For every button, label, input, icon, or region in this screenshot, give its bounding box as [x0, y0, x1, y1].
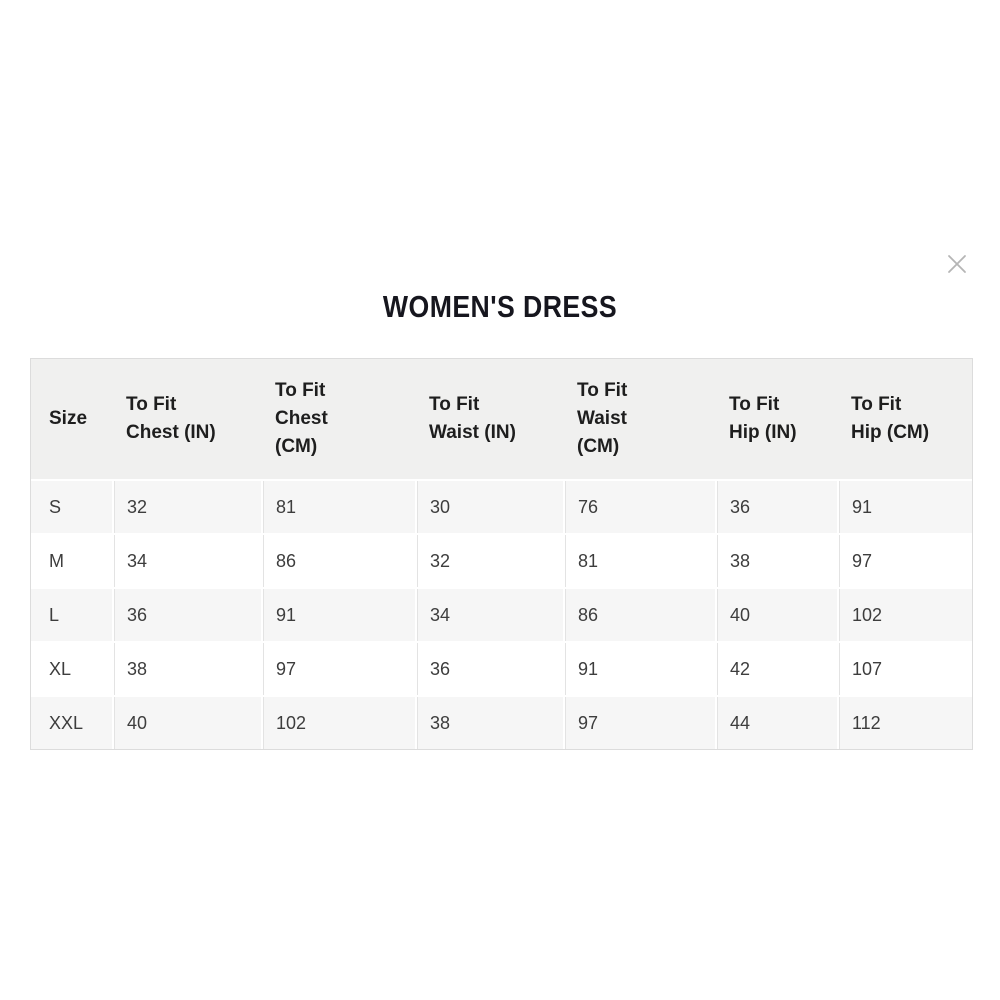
- column-header: To Fit Waist (CM): [563, 359, 715, 479]
- measurement-cell: 34: [415, 587, 563, 641]
- measurement-cell: 32: [415, 533, 563, 587]
- measurement-cell: 86: [261, 533, 415, 587]
- measurement-cell: 102: [837, 587, 972, 641]
- table-row: [31, 479, 972, 533]
- measurement-cell: 32: [112, 479, 261, 533]
- measurement-cell: 36: [415, 641, 563, 695]
- measurement-cell: 91: [563, 641, 715, 695]
- size-cell: XL: [31, 641, 112, 695]
- measurement-cell: 38: [112, 641, 261, 695]
- measurement-cell: 81: [563, 533, 715, 587]
- column-header: Size: [31, 359, 112, 479]
- close-button[interactable]: [942, 249, 972, 279]
- measurement-cell: 91: [261, 587, 415, 641]
- table-body: [31, 479, 972, 749]
- table-row: [31, 695, 972, 749]
- table-row: [31, 533, 972, 587]
- measurement-cell: 30: [415, 479, 563, 533]
- column-header: To Fit Chest (IN): [112, 359, 261, 479]
- table-row: [31, 587, 972, 641]
- measurement-cell: 102: [261, 695, 415, 749]
- measurement-cell: 86: [563, 587, 715, 641]
- size-cell: XXL: [31, 695, 112, 749]
- measurement-cell: 76: [563, 479, 715, 533]
- size-cell: M: [31, 533, 112, 587]
- measurement-cell: 36: [715, 479, 837, 533]
- column-header: To Fit Waist (IN): [415, 359, 563, 479]
- measurement-cell: 38: [715, 533, 837, 587]
- header-row: [31, 359, 972, 479]
- measurement-cell: 40: [715, 587, 837, 641]
- measurement-cell: 112: [837, 695, 972, 749]
- size-chart-table: [30, 358, 973, 750]
- measurement-cell: 81: [261, 479, 415, 533]
- size-chart-title: WOMEN'S DRESS: [382, 289, 618, 324]
- measurement-cell: 97: [837, 533, 972, 587]
- measurement-cell: 38: [415, 695, 563, 749]
- size-cell: L: [31, 587, 112, 641]
- measurement-cell: 97: [261, 641, 415, 695]
- measurement-cell: 44: [715, 695, 837, 749]
- column-header: To Fit Hip (IN): [715, 359, 837, 479]
- measurement-cell: 36: [112, 587, 261, 641]
- measurement-cell: 34: [112, 533, 261, 587]
- measurement-cell: 107: [837, 641, 972, 695]
- measurement-cell: 97: [563, 695, 715, 749]
- measurement-cell: 40: [112, 695, 261, 749]
- size-cell: S: [31, 479, 112, 533]
- column-header: To Fit Hip (CM): [837, 359, 972, 479]
- measurement-cell: 91: [837, 479, 972, 533]
- close-icon: [945, 252, 969, 276]
- column-header: To Fit Chest (CM): [261, 359, 415, 479]
- table-row: [31, 641, 972, 695]
- measurement-cell: 42: [715, 641, 837, 695]
